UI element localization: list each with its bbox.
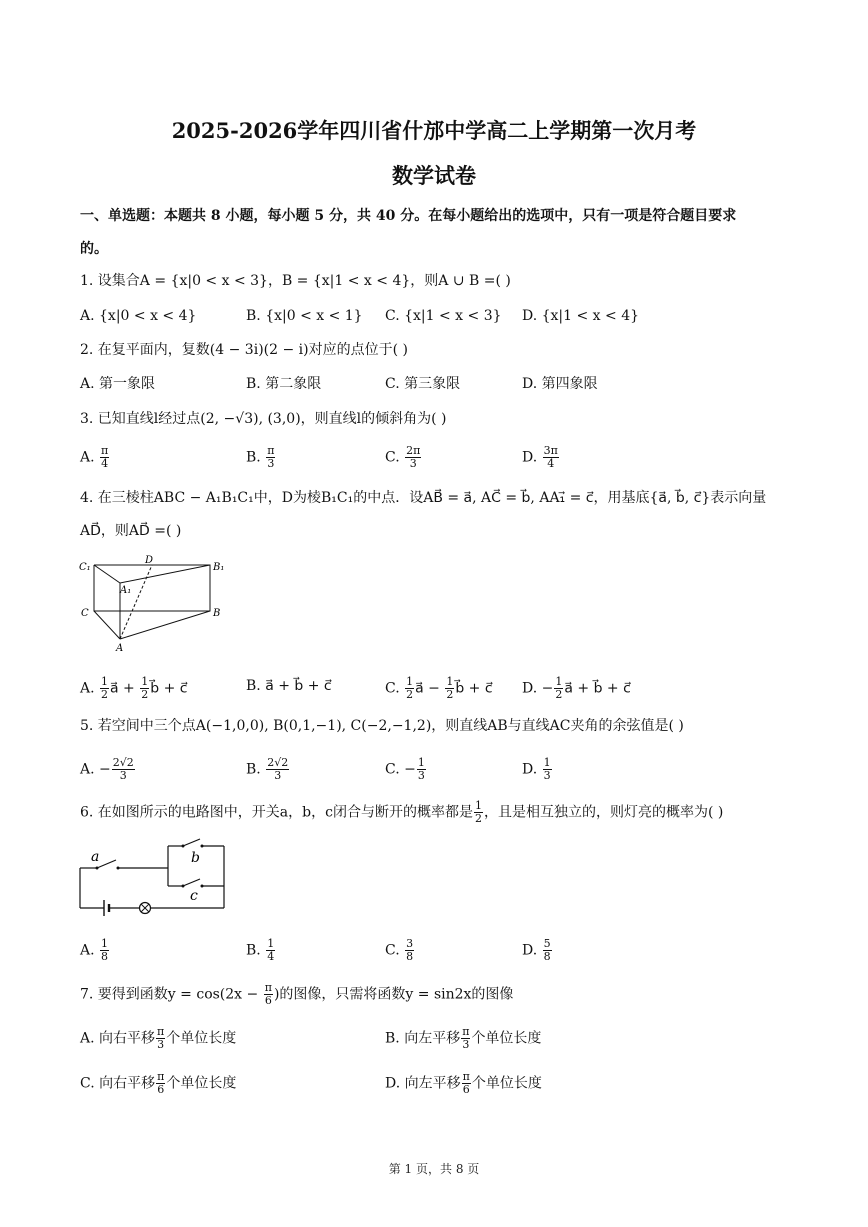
q4-stem-line2: AD⃗，则AD⃗ =( ): [80, 523, 182, 539]
q3-option-d-fraction: $\frac{3\pi}{4}$: [543, 444, 558, 470]
q3-option-c: [385, 445, 422, 470]
switch-a: [97, 860, 116, 868]
label-a: A: [116, 643, 124, 654]
q4-option-c: C. $\frac{1}{2}$ a⃗ − $\frac{1}{2}$ b⃗ + c⃗: [385, 675, 493, 701]
label-switch-c: c: [190, 888, 198, 904]
label-switch-a: a: [91, 849, 100, 865]
q3-stem: 3. 已知直线l经过点(2, −√3), (3,0)，则直线l的倾斜角为( ): [80, 411, 447, 427]
q7-option-c: C. 向右平移 $\frac{\pi}{6}$ 个单位长度: [80, 1070, 237, 1096]
q1-option-a: A. {x|0 < x < 4}: [80, 308, 197, 324]
q6-option-c: C. $\frac{3}{8}$: [385, 937, 414, 963]
exam-title: 2025-2026学年四川省什邡中学高二上学期第一次月考: [171, 118, 697, 143]
label-c1: C₁: [79, 562, 91, 573]
switch-b: [183, 839, 200, 846]
switch-c: [183, 879, 200, 886]
q4-option-a: A. $\frac{1}{2}$ a⃗ + $\frac{1}{2}$ b⃗ + c⃗: [80, 675, 188, 701]
circuit-figure: [76, 836, 236, 920]
q6-option-b: B. $\frac{1}{4}$: [246, 937, 275, 963]
q2-option-d: D. 第四象限: [522, 376, 598, 392]
segment-ad: [120, 565, 152, 639]
q3-option-d: [522, 445, 560, 470]
q2-stem: 2. 在复平面内，复数(4 − 3i)(2 − i)对应的点位于( ): [80, 342, 408, 358]
edge-a1b1: [120, 565, 210, 583]
q3-option-b: [246, 445, 276, 470]
label-b: B: [213, 608, 221, 619]
q2-option-c: C. 第三象限: [385, 376, 461, 392]
section-header-line1: 一、单选题：本题共 8 小题，每小题 5 分，共 40 分。在每小题给出的选项中，只有一项是符合题目要求: [80, 208, 737, 224]
q5-option-b: B. $\frac{2√2}{3}$: [246, 756, 289, 782]
q7-option-b: B. 向左平移 $\frac{\pi}{3}$ 个单位长度: [385, 1025, 542, 1051]
label-a1: A₁: [120, 585, 132, 596]
page-footer: 第 1 页，共 8 页: [388, 1162, 480, 1176]
q5-option-a: A. − $\frac{2√2}{3}$: [80, 756, 134, 782]
q6-option-d: D. $\frac{5}{8}$: [522, 937, 551, 963]
q3-option-a-label: A.: [80, 449, 95, 466]
q1-stem: 1. 设集合A = {x|0 < x < 3}，B = {x|1 < x < 4}，则A ∪ B =( ): [80, 273, 511, 289]
q3-option-b-label: B.: [246, 449, 261, 466]
prism-back-face: [94, 565, 210, 611]
q3-option-d-label: D.: [522, 449, 538, 466]
edge-ca: [94, 611, 120, 639]
label-c: C: [81, 608, 89, 619]
q5-option-d: D. $\frac{1}{3}$: [522, 756, 551, 782]
label-d: D: [145, 555, 154, 566]
q7-stem: 7. 要得到函数y = cos(2x − $\frac{\pi}{6}$ )的图像，只需将函数y = sin2x的图像: [80, 981, 514, 1007]
label-switch-b: b: [191, 850, 200, 866]
edge-c1a1: [94, 565, 120, 583]
q1-option-b: B. {x|0 < x < 1}: [246, 308, 363, 324]
q4-option-b: B. a⃗ + b⃗ + c⃗: [246, 678, 332, 694]
label-b1: B₁: [213, 562, 225, 573]
prism-figure: [76, 553, 226, 655]
q1-option-d: D. {x|1 < x < 4}: [522, 308, 640, 324]
q7-option-d: D. 向左平移 $\frac{\pi}{6}$ 个单位长度: [385, 1070, 542, 1096]
section-header-line2: 的。: [80, 241, 108, 257]
q5-option-c: C. − $\frac{1}{3}$: [385, 756, 425, 782]
q2-option-b: B. 第二象限: [246, 376, 322, 392]
q3-option-c-fraction: $\frac{2\pi}{3}$: [406, 444, 421, 470]
q3-option-a-fraction: $\frac{\pi}{4}$: [101, 444, 109, 470]
exam-subtitle: 数学试卷: [392, 163, 476, 188]
q6-option-a: A. $\frac{1}{8}$: [80, 937, 109, 963]
q4-stem-line1: 4. 在三棱柱ABC − A₁B₁C₁中，D为棱B₁C₁的中点．设AB⃗ = a⃗, AC⃗ = b⃗, AA₁⃗ = c⃗，用基底{a⃗, b⃗, c⃗}表示向量: [80, 490, 767, 506]
q3-option-a: [80, 445, 110, 470]
q1-option-c: C. {x|1 < x < 3}: [385, 308, 502, 324]
q4-option-d: D. − $\frac{1}{2}$ a⃗ + b⃗ + c⃗: [522, 675, 631, 701]
q5-stem: 5. 若空间中三个点A(−1,0,0), B(0,1,−1), C(−2,−1,2)，则直线AB与直线AC夹角的余弦值是( ): [80, 718, 684, 734]
q7-option-a: A. 向右平移 $\frac{\pi}{3}$ 个单位长度: [80, 1025, 237, 1051]
q6-stem: 6. 在如图所示的电路图中，开关a，b，c闭合与断开的概率都是 $\frac{1}{2}$ ，且是相互独立的，则灯亮的概率为( ): [80, 799, 724, 825]
q3-option-b-fraction: $\frac{\pi}{3}$: [267, 444, 275, 470]
q2-option-a: A. 第一象限: [80, 376, 156, 392]
edge-ab: [120, 611, 210, 639]
q3-option-c-label: C.: [385, 449, 400, 466]
